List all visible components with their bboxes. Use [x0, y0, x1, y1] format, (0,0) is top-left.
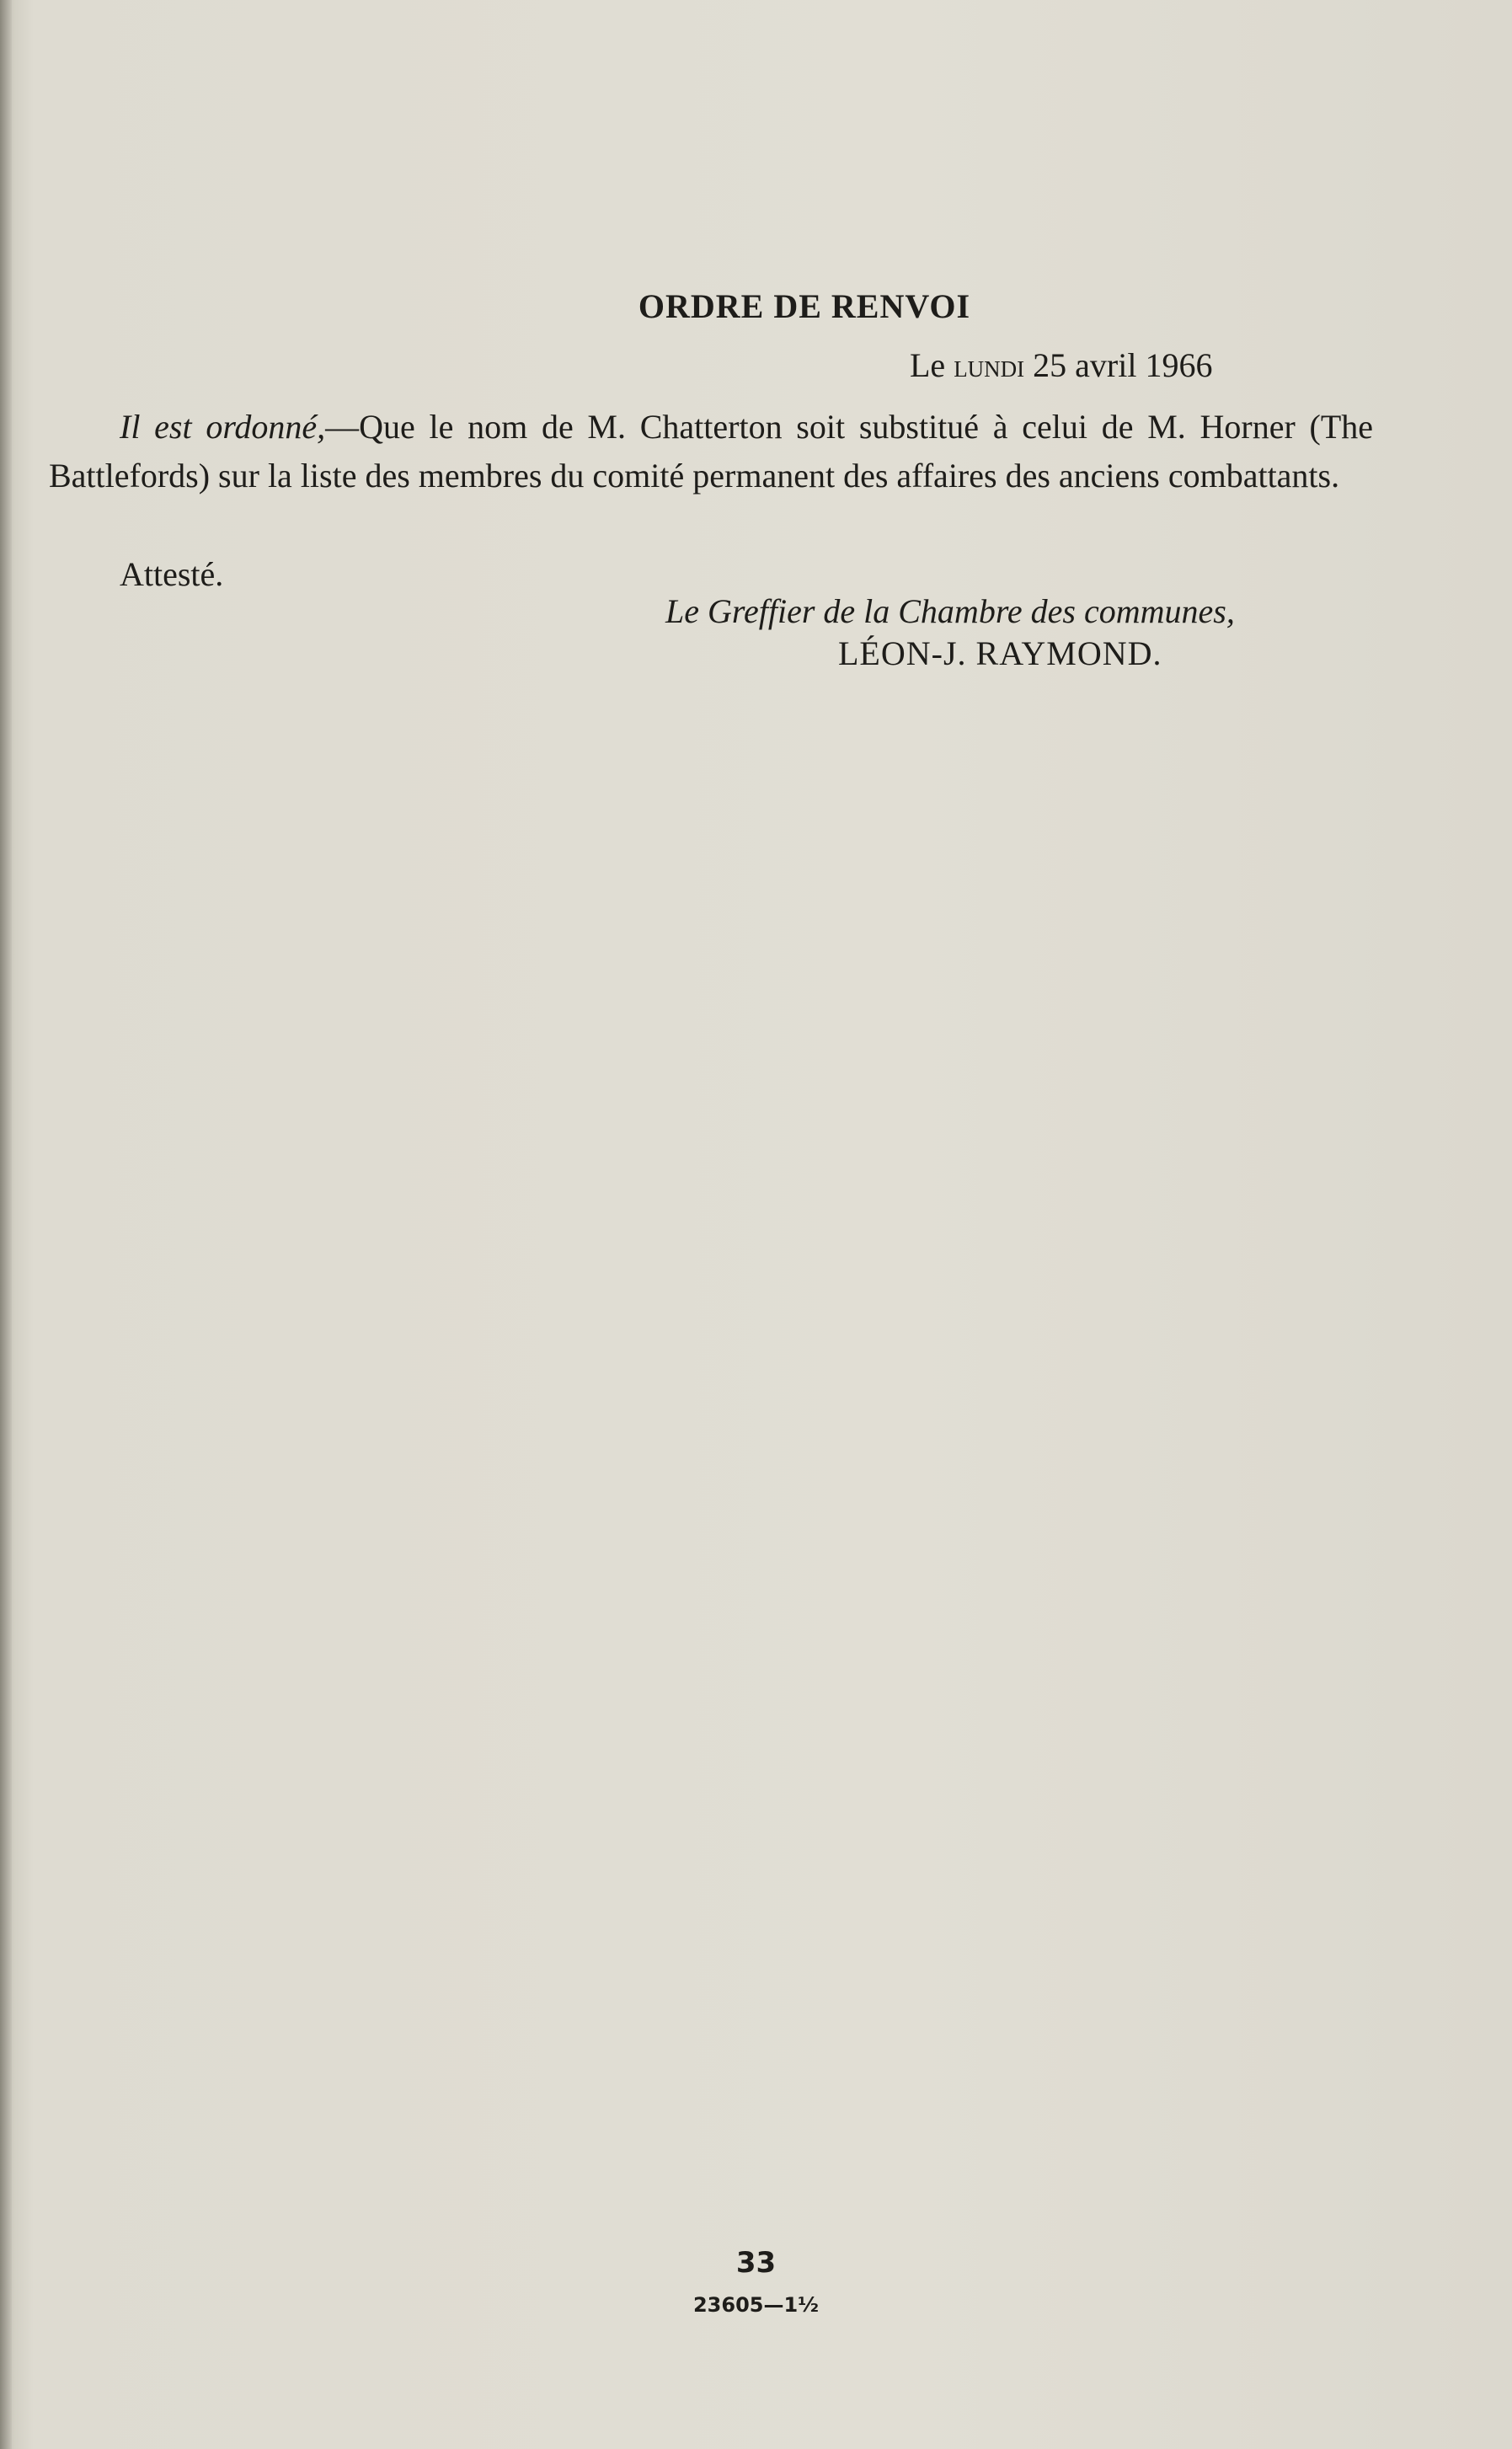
date-weekday: lundi — [954, 349, 1025, 384]
signatory-name: LÉON-J. RAYMOND. — [838, 634, 1162, 672]
order-lead: Il est ordonné, — [120, 408, 326, 446]
signatory-title: Le Greffier de la Chambre des communes, — [665, 592, 1235, 630]
page-binding-edge — [0, 0, 12, 2449]
date-prefix: Le — [910, 346, 946, 384]
print-code: 23605—1½ — [692, 2293, 820, 2317]
attested-line: Attesté. — [120, 555, 224, 593]
order-paragraph — [49, 403, 1373, 500]
document-heading: ORDRE DE RENVOI — [638, 287, 971, 325]
date-rest: 25 avril 1966 — [1033, 346, 1213, 384]
order-text: —Que le nom de M. Chatterton soit substitué à celui de M. Horner (The Battlefords) sur la liste des membres du comité permanent des affaires des anciens combattants. — [49, 408, 1374, 495]
order-date — [910, 345, 1212, 385]
page-number: 33 — [735, 2246, 777, 2280]
